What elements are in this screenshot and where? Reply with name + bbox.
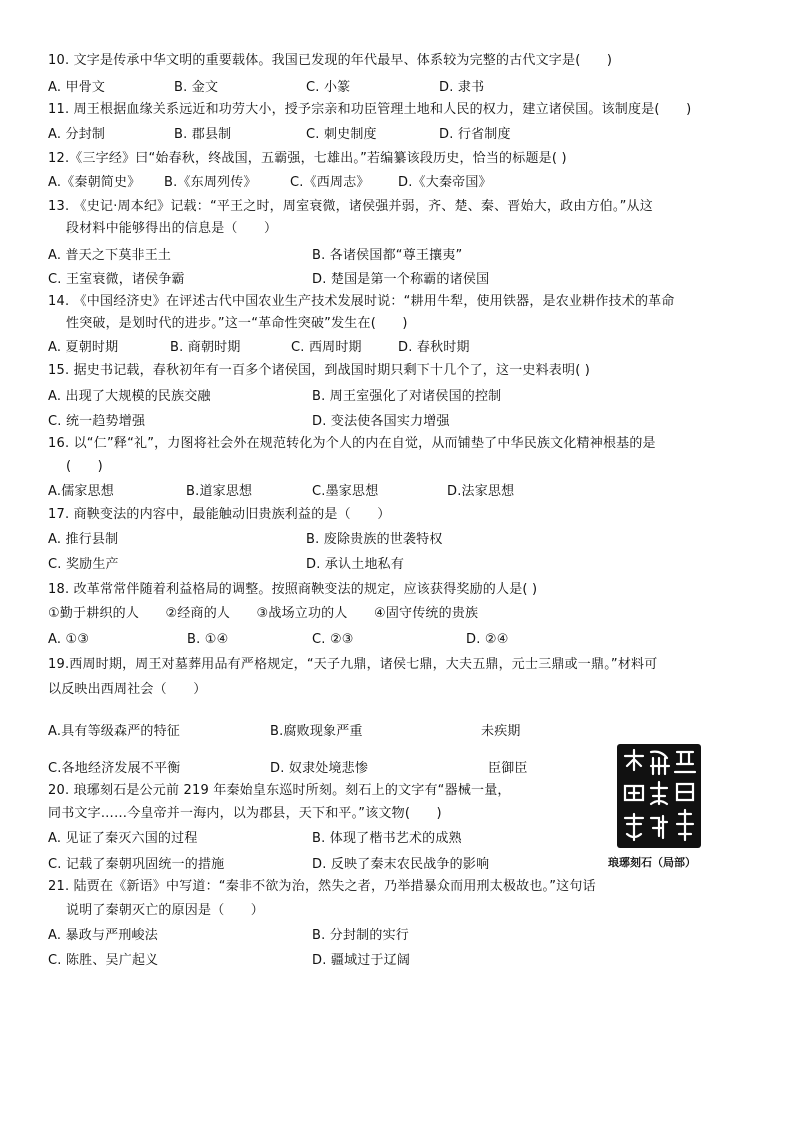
stone-transcription-1: 未疾期 xyxy=(481,724,521,739)
question-17-option-c: C. 奖励生产 xyxy=(48,557,119,572)
question-15-option-a: A. 出现了大规模的民族交融 xyxy=(48,389,211,404)
question-10-option-b: B. 金文 xyxy=(174,80,219,95)
question-19-stem: 19.西周时期，周王对墓葬用品有严格规定，“天子九鼎，诸侯七鼎，大夫五鼎，元士三鼎或一鼎。”材料可 xyxy=(48,657,658,672)
figure-caption: 琅琊刻石（局部） xyxy=(608,856,696,869)
question-19-option-c: C.各地经济发展不平衡 xyxy=(48,761,181,776)
question-17-stem: 17. 商鞅变法的内容中，最能触动旧贵族利益的是（ ） xyxy=(48,507,391,522)
question-18-option-c: C. ②③ xyxy=(312,632,354,647)
seal-script-glyphs xyxy=(617,744,701,848)
question-19-option-a: A.具有等级森严的特征 xyxy=(48,724,180,739)
question-12-option-c: C.《西周志》 xyxy=(290,175,370,190)
question-19-stem-cont: 以反映出西周社会（ ） xyxy=(48,682,207,697)
question-14-option-a: A. 夏朝时期 xyxy=(48,340,119,355)
question-20-stem: 20. 琅琊刻石是公元前 219 年秦始皇东巡时所刻。刻石上的文字有“器械一量， xyxy=(48,783,511,798)
question-20-option-c: C. 记载了秦朝巩固统一的措施 xyxy=(48,857,225,872)
question-17-option-a: A. 推行县制 xyxy=(48,532,119,547)
question-18-option-a: A. ①③ xyxy=(48,632,90,647)
question-10-option-d: D. 隶书 xyxy=(439,80,485,95)
question-10-stem: 10. 文字是传承中华文明的重要载体。我国已发现的年代最早、体系较为完整的古代文字是( ) xyxy=(48,53,613,68)
question-17-option-d: D. 承认土地私有 xyxy=(306,557,405,572)
question-12-stem: 12.《三字经》曰“始春秋，终战国，五霸强，七雄出。”若编纂该段历史，恰当的标题是( ) xyxy=(48,151,567,166)
question-19-option-d: D. 奴隶处境悲惨 xyxy=(270,761,369,776)
question-21-option-a: A. 暴政与严刑峻法 xyxy=(48,928,158,943)
question-18-choices: ①勤于耕织的人 ②经商的人 ③战场立功的人 ④固守传统的贵族 xyxy=(48,606,479,621)
question-14-stem-cont: 性突破，是划时代的进步。”这一“革命性突破”发生在( ) xyxy=(66,316,408,331)
question-20-option-a: A. 见证了秦灭六国的过程 xyxy=(48,831,198,846)
question-13-option-d: D. 楚国是第一个称霸的诸侯国 xyxy=(312,272,490,287)
question-13-option-a: A. 普天之下莫非王土 xyxy=(48,248,172,263)
question-14-option-b: B. 商朝时期 xyxy=(170,340,241,355)
question-10-option-c: C. 小篆 xyxy=(306,80,351,95)
question-20-option-b: B. 体现了楷书艺术的成熟 xyxy=(312,831,462,846)
question-14-stem: 14. 《中国经济史》在评述古代中国农业生产技术发展时说：“耕用牛犁，使用铁器，是农业耕作技术的革命 xyxy=(48,294,675,309)
question-16-option-c: C.墨家思想 xyxy=(312,484,379,499)
question-18-option-b: B. ①④ xyxy=(187,632,229,647)
question-13-stem: 13. 《史记·周本纪》记载：“平王之时，周室衰微，诸侯强并弱，齐、楚、秦、晋始大，政由方伯。”从这 xyxy=(48,199,653,214)
question-16-option-a: A.儒家思想 xyxy=(48,484,114,499)
question-14-option-c: C. 西周时期 xyxy=(291,340,362,355)
question-12-option-a: A.《秦朝简史》 xyxy=(48,175,141,190)
question-13-option-b: B. 各诸侯国都“尊王攘夷” xyxy=(312,248,463,263)
question-21-stem-cont: 说明了秦朝灭亡的原因是（ ） xyxy=(66,903,265,918)
question-21-option-c: C. 陈胜、吴广起义 xyxy=(48,953,159,968)
question-14-option-d: D. 春秋时期 xyxy=(398,340,470,355)
question-17-option-b: B. 废除贵族的世袭特权 xyxy=(306,532,443,547)
question-21-option-d: D. 疆域过于辽阔 xyxy=(312,953,411,968)
question-15-option-c: C. 统一趋势增强 xyxy=(48,414,146,429)
question-11-option-d: D. 行省制度 xyxy=(439,127,511,142)
stone-transcription-2: 臣御臣 xyxy=(488,761,528,776)
question-18-option-d: D. ②④ xyxy=(466,632,509,647)
question-11-option-a: A. 分封制 xyxy=(48,127,106,142)
question-12-option-d: D.《大秦帝国》 xyxy=(398,175,492,190)
question-19-option-b: B.腐败现象严重 xyxy=(270,724,363,739)
question-16-stem: 16. 以“仁”释“礼”，力图将社会外在规范转化为个人的内在自觉，从而铺垫了中华民族文化精神根基的是 xyxy=(48,436,656,451)
question-20-stem-cont: 同书文字……今皇帝并一海内，以为郡县，天下和平。”该文物( ) xyxy=(48,806,442,821)
question-15-option-b: B. 周王室强化了对诸侯国的控制 xyxy=(312,389,502,404)
question-15-option-d: D. 变法使各国实力增强 xyxy=(312,414,450,429)
question-16-option-b: B.道家思想 xyxy=(186,484,253,499)
question-11-stem: 11. 周王根据血缘关系远近和功劳大小，授予宗亲和功臣管理土地和人民的权力，建立诸侯国。该制度是( ) xyxy=(48,102,692,117)
question-10-option-a: A. 甲骨文 xyxy=(48,80,106,95)
langya-stone-inscription-image xyxy=(617,744,701,848)
question-13-option-c: C. 王室衰微，诸侯争霸 xyxy=(48,272,185,287)
question-12-option-b: B.《东周列传》 xyxy=(164,175,257,190)
question-20-option-d: D. 反映了秦末农民战争的影响 xyxy=(312,857,490,872)
question-18-stem: 18. 改革常常伴随着利益格局的调整。按照商鞅变法的规定，应该获得奖励的人是( ) xyxy=(48,582,538,597)
question-21-option-b: B. 分封制的实行 xyxy=(312,928,409,943)
question-21-stem: 21. 陆贾在《新语》中写道：“秦非不欲为治，然失之者，乃举措暴众而用刑太极故也。”这句话 xyxy=(48,879,596,894)
question-16-stem-cont: ( ) xyxy=(66,459,103,474)
question-16-option-d: D.法家思想 xyxy=(447,484,515,499)
question-13-stem-cont: 段材料中能够得出的信息是（ ） xyxy=(66,221,278,236)
question-15-stem: 15. 据史书记载，春秋初年有一百多个诸侯国，到战国时期只剩下十几个了，这一史料表明( ) xyxy=(48,363,591,378)
question-11-option-b: B. 郡县制 xyxy=(174,127,232,142)
question-11-option-c: C. 刺史制度 xyxy=(306,127,377,142)
